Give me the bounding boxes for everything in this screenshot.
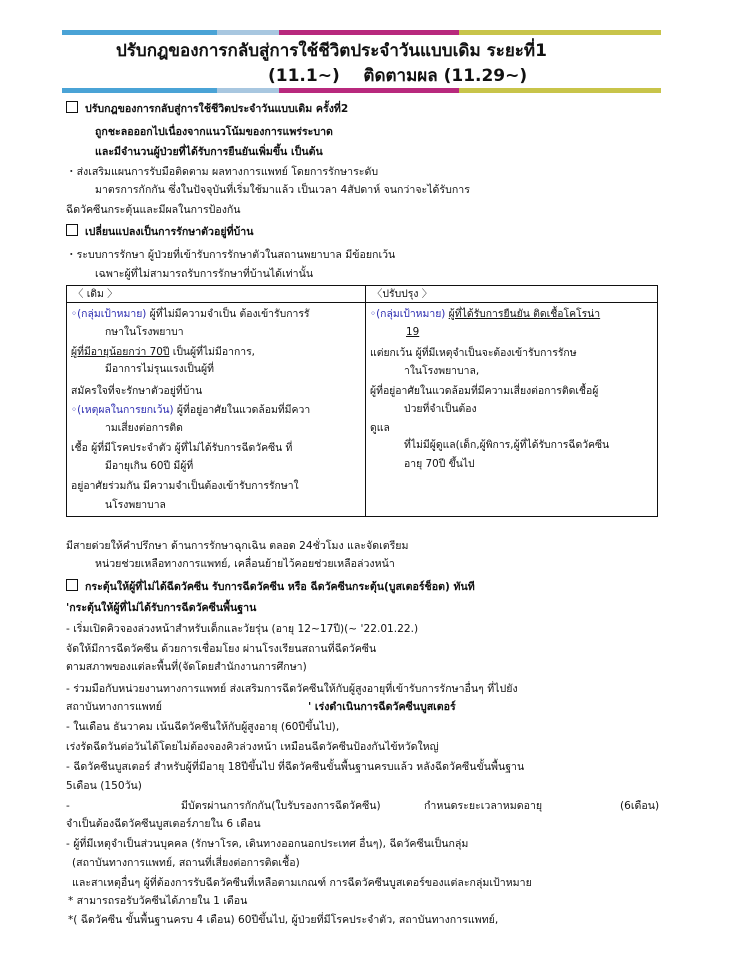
section1-p3: ฉีดวัคซีนกระตุ้นและมีผลในการป้องกัน	[66, 204, 241, 216]
comparison-table	[66, 285, 658, 517]
old-line-7: ามเสี่ยงต่อการติด	[105, 422, 183, 434]
checkbox-icon	[66, 224, 78, 236]
section3-p16: *( ฉีดวัคซีน ขั้นพื้นฐานครบ 4 เดือน) 60ปีขึ้นไป, ผู้ป่วยที่มีโรคประจำตัว, สถาบันทางการแพทย์,	[68, 914, 499, 926]
new-line-7: ดูแล	[370, 422, 390, 434]
section3-p15: * สามารถรอรับวัคซีนได้ภายใน 1 เดือน	[68, 895, 248, 907]
hotline-p1: มีสายด่วยให้คำปรึกษา ด้านการรักษาฉุกเฉิน ตลอด 24ชั่วโมง และจัดเตรียม	[66, 540, 409, 552]
old-line-3: ผู้ที่มีอายุน้อยกว่า 70ปี เป็นผู้ที่ไม่มีอาการ,	[71, 346, 255, 358]
section3-heading: กระตุ้นให้ผู้ที่ไม่ได้ฉีดวัคซีน รับการฉีดวัคซีน หรือ ฉีดวัคซีนกระตุ้น(บูสเตอร์ช็อต) ทันที	[66, 579, 475, 594]
section2-heading: เปลี่ยนแปลงเป็นการรักษาตัวอยู่ที่บ้าน	[66, 224, 253, 239]
new-line-6: ป่วยที่จำเป็นต้อง	[404, 403, 477, 415]
old-line-4: มีอาการไม่รุนแรงเป็นผู้ที่	[105, 363, 214, 375]
new-line-1: ◦(กลุ่มเป้าหมาย) ผู้ที่ได้รับการยืนยัน ติดเชื้อโคโรน่า	[370, 308, 601, 320]
section1-p2: มาตรการกักกัน ซึ่งในปัจจุบันที่เริ่มใช้มาแล้ว เป็นเวลา 4สัปดาห์ จนกว่าจะได้รับการ	[95, 184, 470, 196]
title-bar-magenta	[279, 88, 459, 93]
section3-p3: ตามสภาพของแต่ละพื้นที่(จัดโดยสำนักงานการศึกษา)	[66, 661, 307, 673]
section3-p5: สถาบันทางการแพทย์	[66, 701, 162, 713]
section3-p4: - ร่วมมือกับหน่วยงานทางการแพทย์ ส่งเสริมการฉีดวัคซีนให้กับผู้สูงอายุที่เข้ารับการรักษาอื่นๆ ที่ไปยัง	[66, 683, 518, 695]
new-line-2: 19	[406, 326, 420, 338]
old-line-1: ◦(กลุ่มเป้าหมาย) ผู้ที่ไม่มีความจำเป็น ต้องเข้ารับการรั	[71, 308, 310, 320]
new-line-3: แต่ยกเว้น ผู้ที่มีเหตุจำเป็นจะต้องเข้ารับการรักษ	[370, 347, 577, 359]
section3-p13: (สถาบันทางการแพทย์, สถานที่เสี่ยงต่อการติดเชื้อ)	[72, 857, 300, 869]
header-bar-blue	[62, 30, 217, 35]
old-line-11: นโรงพยาบาล	[105, 499, 166, 511]
hotline-p2: หน่วยช่วยเหลือทางการแพทย์, เคลื่อนย้ายไว้คอยช่วยเหลือล่วงหน้า	[95, 558, 395, 570]
section3-p1: - เริ่มเปิดคิวจองล่วงหน้าสำหรับเด็กและวัยรุ่น (อายุ 12~17ปี)(~ '22.01.22.)	[66, 623, 419, 635]
old-line-10: อยู่อาศัยร่วมกัน มีความจำเป็นต้องเข้ารับการรักษาใ	[71, 480, 299, 492]
section3-p7: เร่งรัดฉีดวันต่อวันได้โดยไม่ต้องจองคิวล่วงหน้า เหมือนฉีดวัคซีนป้องกันไข้หวัดใหญ่	[66, 741, 439, 753]
section3-sub: 'กระตุ้นให้ผู้ที่ไม่ได้รับการฉีดวัคซีนพื้นฐาน	[66, 602, 257, 614]
section3-p9: 5เดือน (150วัน)	[66, 780, 142, 792]
section3-p10-expiry: กำหนดระยะเวลาหมดอายุ	[424, 800, 543, 812]
section1-sub1: ถูกชะลอออกไปเนื่องจากแนวโน้มของการแพร่ระบาด	[95, 126, 333, 138]
section3-p11: จำเป็นต้องฉีดวัคซีนบูสเตอร์ภายใน 6 เดือน	[66, 818, 261, 830]
header-bar-magenta	[279, 30, 459, 35]
section1-p1: ・ส่งเสริมแผนการรับมือติดตาม ผลทางการแพทย์ โดยการรักษาระดับ	[66, 166, 379, 178]
old-line-6: ◦(เหตุผลในการยกเว้น) ผู้ที่อยู่อาศัยในแวดล้อมที่มีควา	[71, 404, 311, 416]
title-bar-blue	[62, 88, 217, 93]
section1-heading: ปรับกฎของการกลับสู่การใช้ชีวิตประจำวันแบบเดิม ครั้งที่2	[66, 101, 348, 116]
new-line-8: ที่ไม่มีผู้ดูแล(เด็ก,ผู้พิการ,ผู้ที่ได้รับการฉีดวัคซีน	[404, 439, 610, 451]
section3-p12: - ผู้ที่มีเหตุจำเป็นส่วนบุคคล (รักษาโรค, เดินทางออกนอกประเทศ อื่นๆ), ฉีดวัคซีนเป็นกลุ่ม	[66, 838, 469, 850]
checkbox-icon	[66, 101, 78, 113]
table-header-divider	[67, 302, 657, 303]
title-bar-olive	[459, 88, 661, 93]
section1-sub2: และมีจำนวนผู้ป่วยที่ได้รับการยืนยันเพิ่มขึ้น เป็นต้น	[95, 146, 323, 158]
section3-p10-pass: มีบัตรผ่านการกักกัน(ใบรับรองการฉีดวัคซีน)	[181, 800, 381, 812]
section3-p8: - ฉีดวัคซีนบูสเตอร์ สำหรับผู้ที่มีอายุ 18ปีขึ้นไป ที่ฉีดวัคซีนขั้นพื้นฐานครบแล้ว หลังฉีดวัคซีนขั้นพื้นฐาน	[66, 761, 525, 773]
old-line-8: เชื้อ ผู้ที่มีโรคประจำตัว ผู้ที่ไม่ได้รับการฉีดวัคซีน ที่	[71, 442, 293, 454]
title-period: (11.1~) ติดตามผล (11.29~)	[268, 66, 528, 86]
new-line-4: าในโรงพยาบาล,	[404, 365, 480, 377]
header-bar-lightblue	[217, 30, 279, 35]
new-line-5: ผู้ที่อยู่อาศัยในแวดล้อมที่มีความเสี่ยงต่อการติดเชื้อผู้	[370, 385, 599, 397]
old-line-2: กษาในโรงพยาบา	[105, 326, 184, 338]
new-line-9: อายุ 70ปี ขึ้นไป	[404, 458, 475, 470]
table-header-new: 〈ปรับปรุง 〉	[372, 288, 433, 300]
checkbox-icon	[66, 579, 78, 591]
header-bar-olive	[459, 30, 661, 35]
table-column-divider	[365, 286, 366, 516]
section3-p2: จัดให้มีการฉีดวัคซีน ด้วยการเชื่อมโยง ผ่านโรงเรียนสถานที่ฉีดวัคซีน	[66, 643, 377, 655]
old-line-5: สมัครใจที่จะรักษาตัวอยู่ที่บ้าน	[71, 385, 203, 397]
title-bar-lightblue	[217, 88, 279, 93]
section3-p14: และสาเหตุอื่นๆ ผู้ที่ต้องการรับฉีดวัคซีนที่เหลือตามเกณฑ์ การฉีดวัคซีนบูสเตอร์ของแต่ละกลุ่มเป้าหมาย	[72, 877, 532, 889]
section3-p10-months: (6เดือน)	[620, 800, 660, 812]
old-line-9: มีอายุเกิน 60ปี มีผู้ที่	[105, 460, 194, 472]
page-title: ปรับกฎของการกลับสู่การใช้ชีวิตประจำวันแบบเดิม ระยะที่1	[116, 41, 547, 61]
section2-p1: ・ระบบการรักษา ผู้ป่วยที่เข้ารับการรักษาตัวในสถานพยาบาล มีข้อยกเว้น	[66, 249, 396, 261]
section3-booster-heading: ' เร่งดำเนินการฉีดวัคซีนบูสเตอร์	[308, 701, 456, 713]
section3-p10-dash: -	[66, 800, 70, 812]
section3-p6: - ในเดือน ธันวาคม เน้นฉีดวัคซีนให้กับผู้สูงอายุ (60ปีขึ้นไป),	[66, 721, 340, 733]
section2-p2: เฉพาะผู้ที่ไม่สามารถรับการรักษาที่บ้านได้เท่านั้น	[95, 268, 314, 280]
table-header-old: 〈 เดิม 〉	[73, 288, 118, 300]
